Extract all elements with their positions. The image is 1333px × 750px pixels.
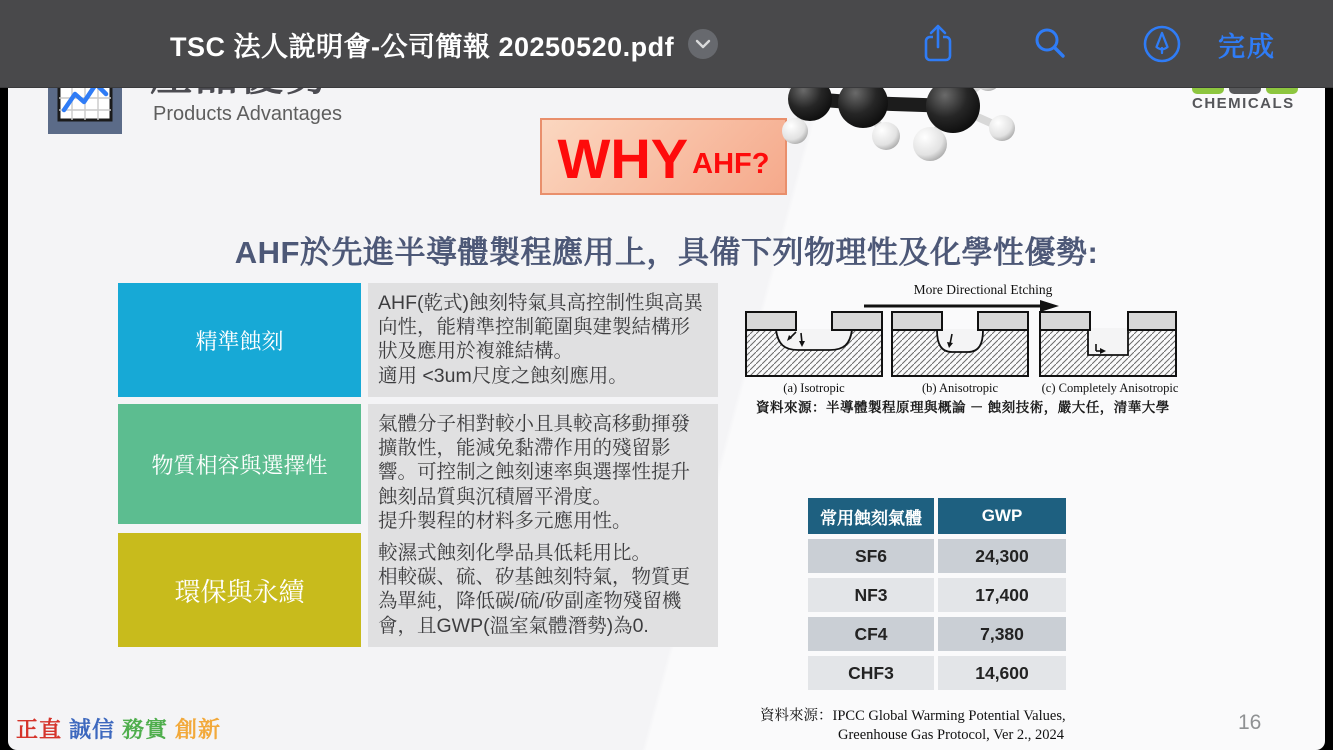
advantage-label: 物質相容與選擇性 (118, 404, 361, 524)
table-source (760, 707, 1066, 745)
motto-word: 務實 (122, 717, 169, 742)
diagram-anisotropic (890, 310, 1030, 385)
document-title: TSC 法人說明會-公司簡報 20250520.pdf (170, 31, 675, 62)
gwp-value-cell: 14,600 (938, 656, 1066, 690)
ahf-text: AHF? (692, 148, 770, 180)
share-button[interactable] (910, 0, 966, 88)
gwp-value-cell: 24,300 (938, 539, 1066, 573)
advantage-label: 精準蝕刻 (118, 283, 361, 397)
gwp-gas-cell: SF6 (808, 539, 934, 573)
advantage-label: 環保與永續 (118, 533, 361, 647)
chevron-down-icon[interactable] (688, 29, 718, 59)
why-ahf-callout (540, 118, 787, 195)
caption-isotropic: (a) Isotropic (783, 381, 845, 395)
figure-source: 資料來源：半導體製程原理與概論 － 蝕刻技術，嚴大任，清華大學 (756, 400, 1170, 415)
etching-figure (740, 284, 1215, 416)
table-source-line1: 資料來源：IPCC Global Warming Potential Values, (760, 708, 1066, 724)
advantage-description: AHF(乾式)蝕刻特氣具高控制性與高異向性，能精準控制範圍與建製結構形狀及應用於複雜結構。 適用 <3um尺度之蝕刻應用。 (368, 283, 718, 397)
done-button[interactable]: 完成 (1218, 31, 1276, 62)
markup-button[interactable] (1134, 0, 1190, 88)
motto-word: 正直 (16, 717, 63, 742)
pdf-toolbar (0, 0, 1333, 88)
why-text: WHY (557, 126, 689, 190)
gwp-gas-cell: NF3 (808, 578, 934, 612)
pdf-page (8, 0, 1325, 750)
caption-completely-anisotropic: (c) Completely Anisotropic (1041, 381, 1179, 395)
diagram-isotropic (744, 310, 884, 385)
page-number: 16 (1238, 711, 1262, 734)
gwp-table (808, 498, 1066, 690)
document-title-button[interactable] (170, 0, 718, 88)
caption-anisotropic: (b) Anisotropic (921, 381, 999, 395)
gwp-value-cell: 17,400 (938, 578, 1066, 612)
main-heading: AHF於先進半導體製程應用上，具備下列物理性及化學性優勢: (234, 235, 1099, 270)
slide-subtitle: Products Advantages (153, 103, 343, 125)
company-motto (16, 713, 228, 744)
advantage-description: 較濕式蝕刻化學品具低耗用比。 相較碳、硫、矽基蝕刻特氣，物質更為單純，降低碳/硫/矽副產物殘留機會，且GWP(溫室氣體潛勢)為0. (368, 533, 718, 647)
search-button[interactable] (1022, 0, 1078, 88)
advantage-description: 氣體分子相對較小且具較高移動揮發擴散性，能減免黏滯作用的殘留影響。可控制之蝕刻速率與選擇性提升蝕刻品質與沉積層平滑度。 提升製程的材料多元應用性。 (368, 404, 718, 541)
gwp-gas-cell: CHF3 (808, 656, 934, 690)
share-icon (919, 23, 957, 65)
gwp-col-header-gwp: GWP (938, 498, 1066, 534)
gwp-gas-cell: CF4 (808, 617, 934, 651)
gwp-col-header-gas: 常用蝕刻氣體 (808, 498, 934, 534)
diagram-completely-anisotropic (1038, 310, 1178, 385)
logo-text: CHEMICALS (1192, 95, 1295, 112)
motto-word: 誠信 (69, 717, 116, 742)
motto-word: 創新 (175, 717, 222, 742)
search-icon (1032, 26, 1068, 62)
figure-arrow-label: More Directional Etching (913, 282, 1053, 297)
gwp-value-cell: 7,380 (938, 617, 1066, 651)
table-source-line2: Greenhouse Gas Protocol, Ver 2., 2024 (838, 727, 1065, 744)
markup-pen-icon (1142, 24, 1182, 64)
